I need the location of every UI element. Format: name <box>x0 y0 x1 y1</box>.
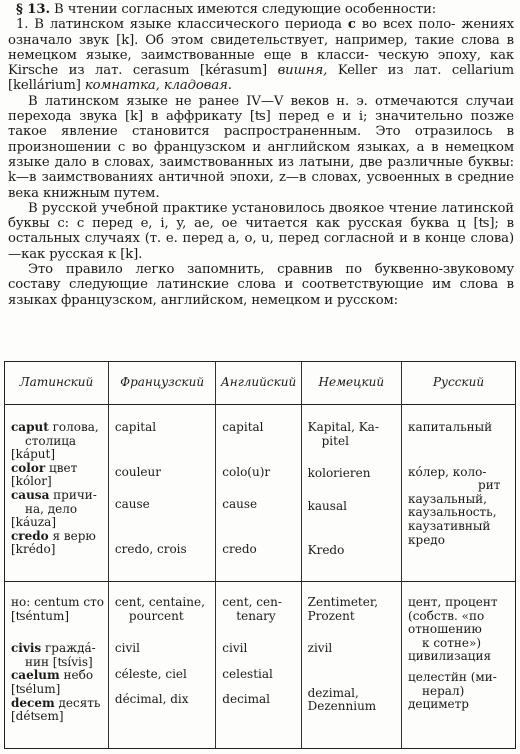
section-text <box>8 2 514 308</box>
paragraph-3: В русской учебной практике установилось двоякое чтение латинской буквы c: c перед e, i, y, ae, oe читается как русская буква ц [ʦ]; в остальных случаях (т. е. перед a, o, u, перед согласной и в конце слова)—как русская к [k]. <box>8 200 514 262</box>
header-french: Французский <box>108 362 215 405</box>
paragraph-4: Это правило легко запомнить, сравнив по буквенно-звуковому составу следующие латинские слова и соответствующие им слова в языках французском, английском, немецком и русском: <box>8 262 514 308</box>
section-number: § 13. <box>16 2 50 17</box>
header-german: Немецкий <box>301 362 401 405</box>
russian-cell: цент, процент (собств. «по отношению к сотне») цивилизация целестйн (ми- нерал) дециметр <box>408 595 498 712</box>
table-row <box>5 405 515 582</box>
french-cell: capital couleur cause credo, crois <box>108 405 215 582</box>
table-row <box>5 582 515 749</box>
latin-cell: но: centum сто [ʦéntum] civis граждá- нин [ʦívis] caelum небо [ʦélum] decem десять [déʦem] <box>5 582 108 749</box>
comparison-table <box>4 361 516 749</box>
french-cell: cent, centaine, pourcent civil céleste, ciel décimal, dix <box>108 582 215 749</box>
table-header-row <box>5 362 515 405</box>
latin-cell: caput голова, столица [káput] color цвет [kólor] causa причи- на, дело [káuza] credo я верю [krédo] <box>5 405 108 582</box>
english-cell: cent, cen- tenary civil celestial decimal <box>216 582 301 749</box>
paragraph-2: В латинском языке не ранее IV—V веков н. э. отмечаются случаи перехода звука [k] в аффрикату [ʦ] перед e и i; значительно позже такое явление становится распространенным. Это отразилось в произношении c во французском и английском языках, а в немецком языке дало в словах, заимствованных из латыни, две различные буквы: k—в заимствованиях античной эпохи, z—в словах, усвоенных в средние века книжным путем. <box>8 93 514 201</box>
russian-cell: капитальный кóлер, коло- рит каузальный, каузальность, каузативный кредо <box>402 405 515 582</box>
paragraph-1: 1. В латинском языке классического периода c во всех поло- жениях означало звук [k]. Об этом свидетельствует, например, такие слова в немецком языке, заимствованные еще в класси- ческую эпоху, как Kirsche из лат. cerasum [kérasum] вишня, Keller из лат. cellarium [kellárium] комнатка, кладовая. <box>8 17 515 94</box>
german-cell: Zentimeter, Prozent zivil dezimal, Dezennium <box>301 582 401 749</box>
section-heading <box>8 2 514 17</box>
english-cell: capital colo(u)r cause credo <box>216 405 301 582</box>
section-heading-text: В чтении согласных имеются следующие особенности: <box>54 2 437 17</box>
header-english: Английский <box>216 362 301 405</box>
header-russian: Русский <box>402 362 515 405</box>
header-latin: Латинский <box>5 362 108 405</box>
german-cell: Kapital, Ka- pitel kolorieren kausal Kredo <box>301 405 401 582</box>
